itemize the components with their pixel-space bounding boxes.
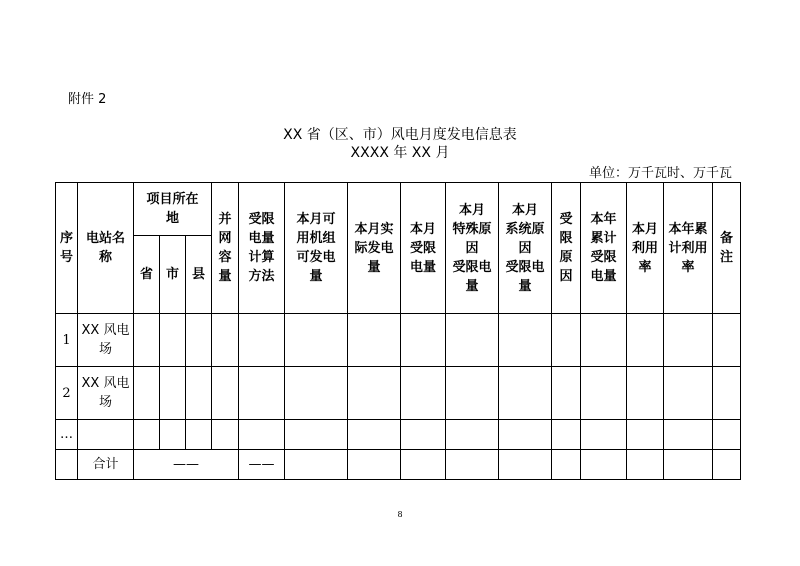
total-method-dash: —— [239,450,285,480]
header-county: 县 [186,236,212,314]
header-system-limited: 本月 系统原 因 受限电 量 [499,183,552,314]
row-seq: … [56,420,78,450]
total-row [56,450,741,480]
total-location-dash: —— [134,450,239,480]
table-period: XXXX 年 XX 月 [350,145,450,161]
header-limit-reason: 受 限 原 因 [552,183,581,314]
header-available-gen: 本月可 用机组 可发电 量 [285,183,348,314]
table-row [56,420,741,450]
row-seq: 2 [56,367,78,420]
unit-label: 单位：万千瓦时、万千瓦 [588,166,732,181]
row-station-name: XX 风电 场 [78,314,134,367]
row-seq: 1 [56,314,78,367]
header-limit-calc-method: 受限 电量 计算 方法 [239,183,285,314]
attachment-label: 附件 2 [68,92,107,107]
table-row [56,367,741,420]
header-limited-gen: 本月 受限 电量 [401,183,446,314]
header-remarks: 备 注 [713,183,741,314]
header-seq: 序 号 [56,183,78,314]
page-number: 8 [397,510,403,519]
header-monthly-util: 本月 利用 率 [627,183,664,314]
wind-power-info-table [55,182,741,480]
row-station-name: XX 风电 场 [78,367,134,420]
total-label: 合计 [78,450,134,480]
header-grid-capacity: 并 网 容 量 [212,183,239,314]
header-location: 项目所在 地 [134,183,212,236]
header-city: 市 [160,236,186,314]
header-ytd-limited: 本年 累计 受限 电量 [581,183,627,314]
row-station-name [78,420,134,450]
table-row [56,314,741,367]
header-special-limited: 本月 特殊原 因 受限电 量 [446,183,499,314]
header-ytd-util: 本年累 计利用 率 [664,183,713,314]
header-actual-gen: 本月实 际发电 量 [348,183,401,314]
table-title: XX 省（区、市）风电月度发电信息表 [283,127,517,143]
header-province: 省 [134,236,160,314]
header-station-name: 电站名 称 [78,183,134,314]
